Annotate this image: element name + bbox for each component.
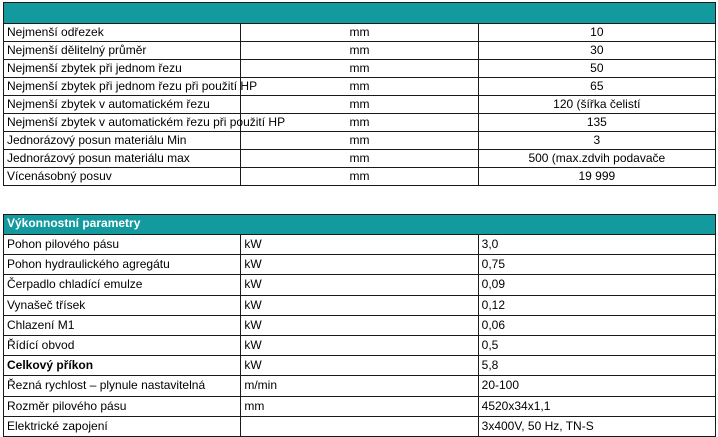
- cell-value: 135: [478, 114, 715, 132]
- table-header: [4, 3, 716, 24]
- cell-value: 3x400V, 50 Hz, TN-S: [478, 416, 715, 436]
- cell-label: Elektrické zapojení: [4, 416, 241, 436]
- cell-unit: kW: [241, 295, 478, 315]
- cell-label: Jednorázový posun materiálu max: [4, 150, 241, 168]
- cell-unit: kW: [241, 356, 478, 376]
- table-row: [4, 235, 716, 255]
- cell-value: 4520x34x1,1: [478, 396, 715, 416]
- cell-value: 120 (šířka čelistí: [478, 96, 715, 114]
- parameters-table: [3, 2, 716, 186]
- cell-unit: mm: [241, 168, 478, 186]
- cell-value: 3: [478, 132, 715, 150]
- cell-value: 10: [478, 24, 715, 42]
- cell-label: Řezná rychlost – plynule nastavitelná: [4, 376, 241, 396]
- cell-label: Vynašeč třísek: [4, 295, 241, 315]
- cell-label: Vícenásobný posuv: [4, 168, 241, 186]
- table-header-row: [4, 3, 716, 24]
- cell-value: 500 (max.zdvih podavače: [478, 150, 715, 168]
- table-row: [4, 275, 716, 295]
- table-row: [4, 295, 716, 315]
- table-header-row: [4, 215, 716, 235]
- table-row: [4, 96, 716, 114]
- cell-unit: mm: [241, 114, 478, 132]
- cell-label: Nejmenší zbytek při jednom řezu: [4, 60, 241, 78]
- cell-value: 20-100: [478, 376, 715, 396]
- table-row: [4, 60, 716, 78]
- cell-value: 3,0: [478, 235, 715, 255]
- cell-value: 0,5: [478, 335, 715, 355]
- cell-unit: kW: [241, 315, 478, 335]
- table-row: [4, 168, 716, 186]
- table-row: [4, 150, 716, 168]
- table-row: [4, 416, 716, 436]
- cell-label: Pohon hydraulického agregátu: [4, 255, 241, 275]
- cell-value: 0,06: [478, 315, 715, 335]
- table-row: [4, 24, 716, 42]
- cell-unit: mm: [241, 78, 478, 96]
- cell-label: Nejmenší zbytek při jednom řezu při použití HP: [4, 78, 241, 96]
- cell-value: 19 999: [478, 168, 715, 186]
- cell-label: Čerpadlo chladící emulze: [4, 275, 241, 295]
- table-row: [4, 132, 716, 150]
- table-row: [4, 255, 716, 275]
- cell-value: 0,09: [478, 275, 715, 295]
- cell-unit: mm: [241, 42, 478, 60]
- cell-label: Nejmenší zbytek v automatickém řezu při použití HP: [4, 114, 241, 132]
- cell-unit: mm: [241, 132, 478, 150]
- cell-unit: kW: [241, 235, 478, 255]
- cell-label: Jednorázový posun materiálu Min: [4, 132, 241, 150]
- cell-label: Chlazení M1: [4, 315, 241, 335]
- cell-unit: kW: [241, 275, 478, 295]
- cell-value: 5,8: [478, 356, 715, 376]
- table-row: [4, 335, 716, 355]
- cell-label: Řídící obvod: [4, 335, 241, 355]
- cell-value: 50: [478, 60, 715, 78]
- cell-unit: kW: [241, 255, 478, 275]
- cell-unit: mm: [241, 60, 478, 78]
- cell-unit: kW: [241, 335, 478, 355]
- cell-value: 30: [478, 42, 715, 60]
- cell-unit: mm: [241, 150, 478, 168]
- table-row: [4, 376, 716, 396]
- cell-unit: [241, 416, 478, 436]
- table-row: [4, 356, 716, 376]
- cell-unit: mm: [241, 96, 478, 114]
- cell-label: Rozměr pilového pásu: [4, 396, 241, 416]
- cell-label: Nejmenší zbytek v automatickém řezu: [4, 96, 241, 114]
- cell-unit: m/min: [241, 376, 478, 396]
- cell-label: Nejmenší dělitelný průměr: [4, 42, 241, 60]
- table-row: [4, 42, 716, 60]
- cell-label: Pohon pilového pásu: [4, 235, 241, 255]
- cell-unit: mm: [241, 396, 478, 416]
- cell-label: Celkový příkon: [4, 356, 241, 376]
- table-row: [4, 114, 716, 132]
- table-row: [4, 396, 716, 416]
- cell-value: 0,75: [478, 255, 715, 275]
- table-header: Výkonnostní parametry: [4, 215, 716, 235]
- cell-unit: mm: [241, 24, 478, 42]
- cell-value: 65: [478, 78, 715, 96]
- cell-value: 0,12: [478, 295, 715, 315]
- table-row: [4, 78, 716, 96]
- cell-label: Nejmenší odřezek: [4, 24, 241, 42]
- performance-table: [3, 214, 716, 437]
- table-row: [4, 315, 716, 335]
